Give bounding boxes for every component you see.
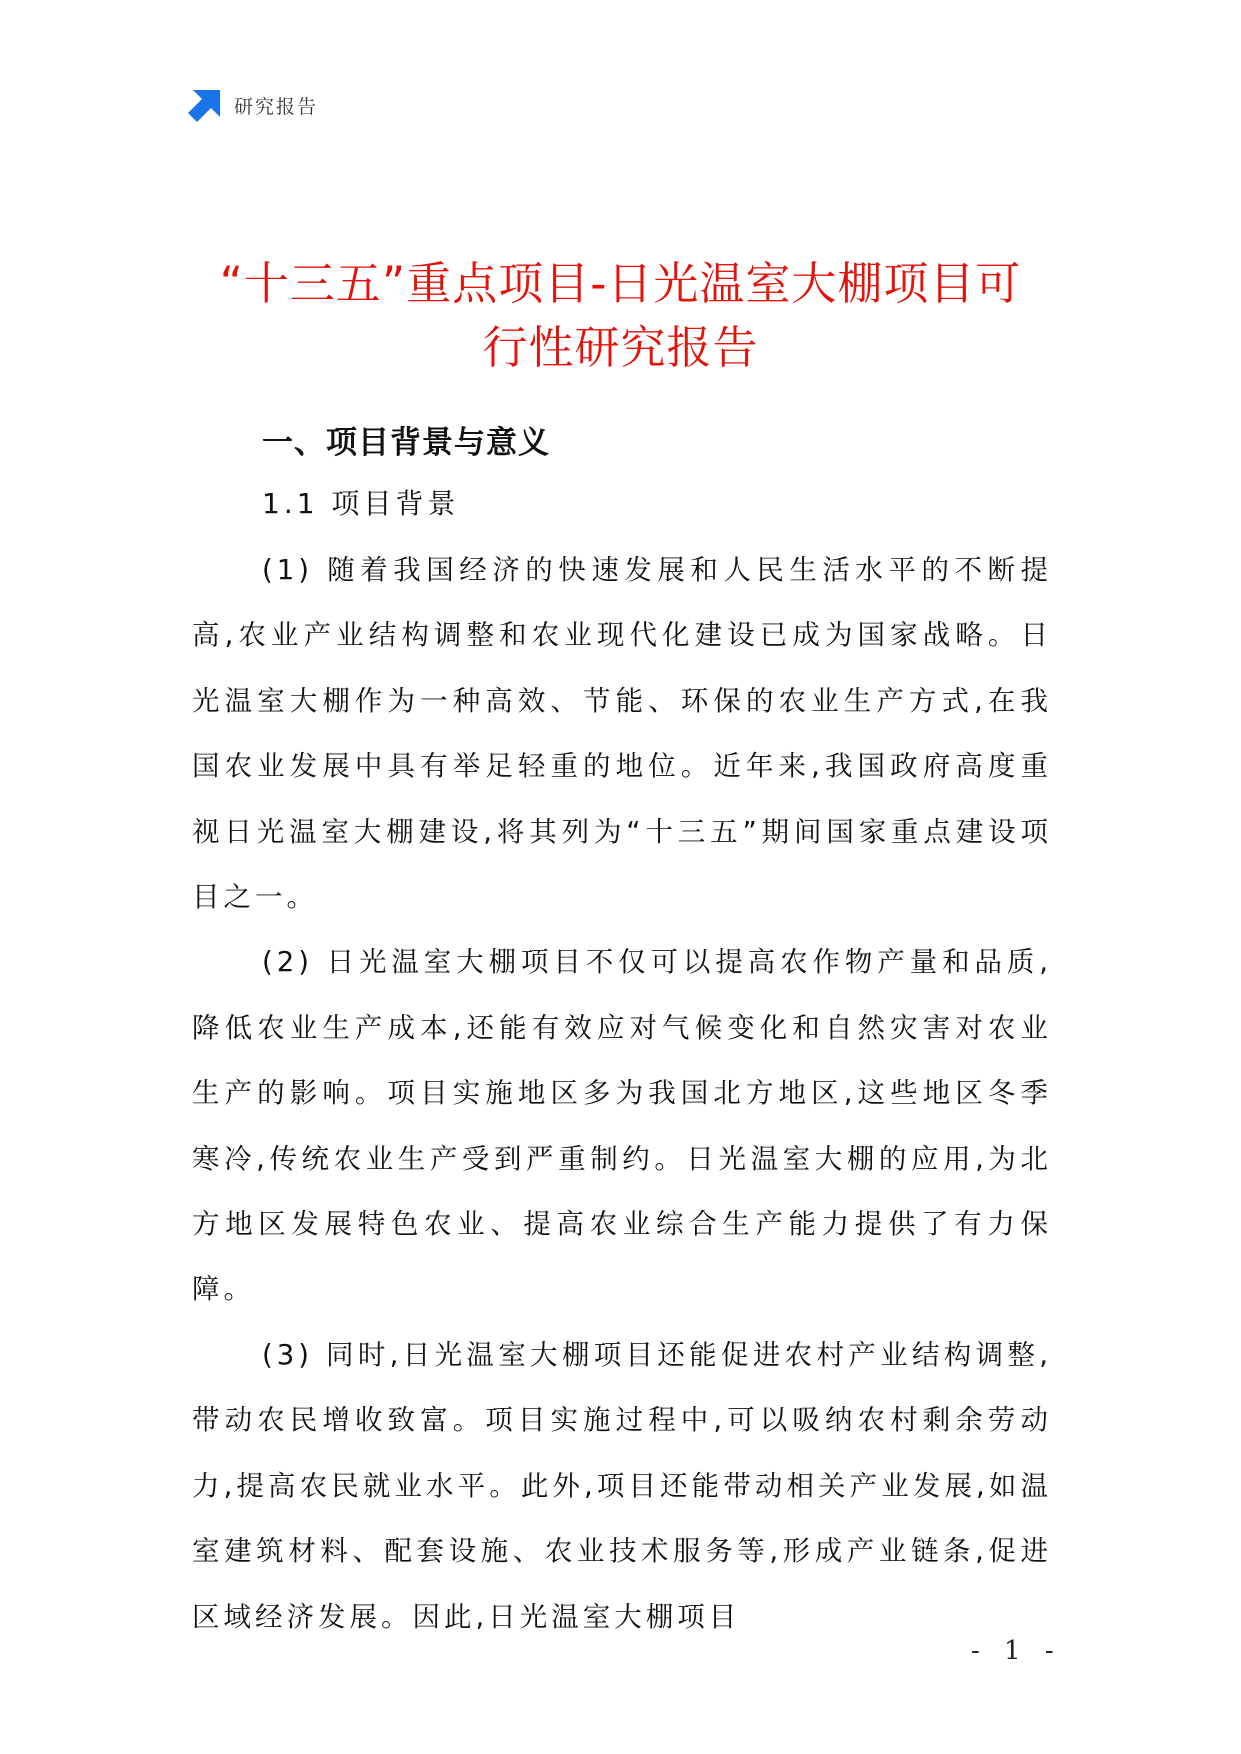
paragraph-2: (2) 日光温室大棚项目不仅可以提高农作物产量和品质,降低农业生产成本,还能有效应对气候变化和自然灾害对农业生产的影响。项目实施地区多为我国北方地区,这些地区冬季寒冷,传统农业生产受到严重制约。日光温室大棚的应用,为北方地区发展特色农业、提高农业综合生产能力提供了有力保障。 xyxy=(192,946,1052,1306)
arrow-up-right-icon xyxy=(188,88,222,122)
document-header xyxy=(188,88,318,122)
header-label: 研究报告 xyxy=(234,95,319,118)
document-title xyxy=(140,252,1101,380)
title-line-2: 行性研究报告 xyxy=(482,321,759,375)
title-line-1: “十三五”重点项目-日光温室大棚项目可 xyxy=(219,257,1022,311)
paragraph-1: (1) 随着我国经济的快速发展和人民生活水平的不断提高,农业产业结构调整和农业现代化建设已成为国家战略。日光温室大棚作为一种高效、节能、环保的农业生产方式,在我国农业发展中具有举足轻重的地位。近年来,我国政府高度重视日光温室大棚建设,将其列为“十三五”期间国家重点建设项目之一。 xyxy=(192,554,1052,914)
section-heading: 一、项目背景与意义 xyxy=(262,425,550,461)
paragraph-3: (3) 同时,日光温室大棚项目还能促进农村产业结构调整,带动农民增收致富。项目实施过程中,可以吸纳农村剩余劳动力,提高农民就业水平。此外,项目还能带动相关产业发展,如温室建筑材料、配套设施、农业技术服务等,形成产业链条,促进区域经济发展。因此,日光温室大棚项目 xyxy=(192,1338,1052,1633)
body-text xyxy=(192,538,1052,1650)
subsection-heading: 1.1 项目背景 xyxy=(262,487,460,520)
page-number: - 1 - xyxy=(971,1636,1062,1666)
